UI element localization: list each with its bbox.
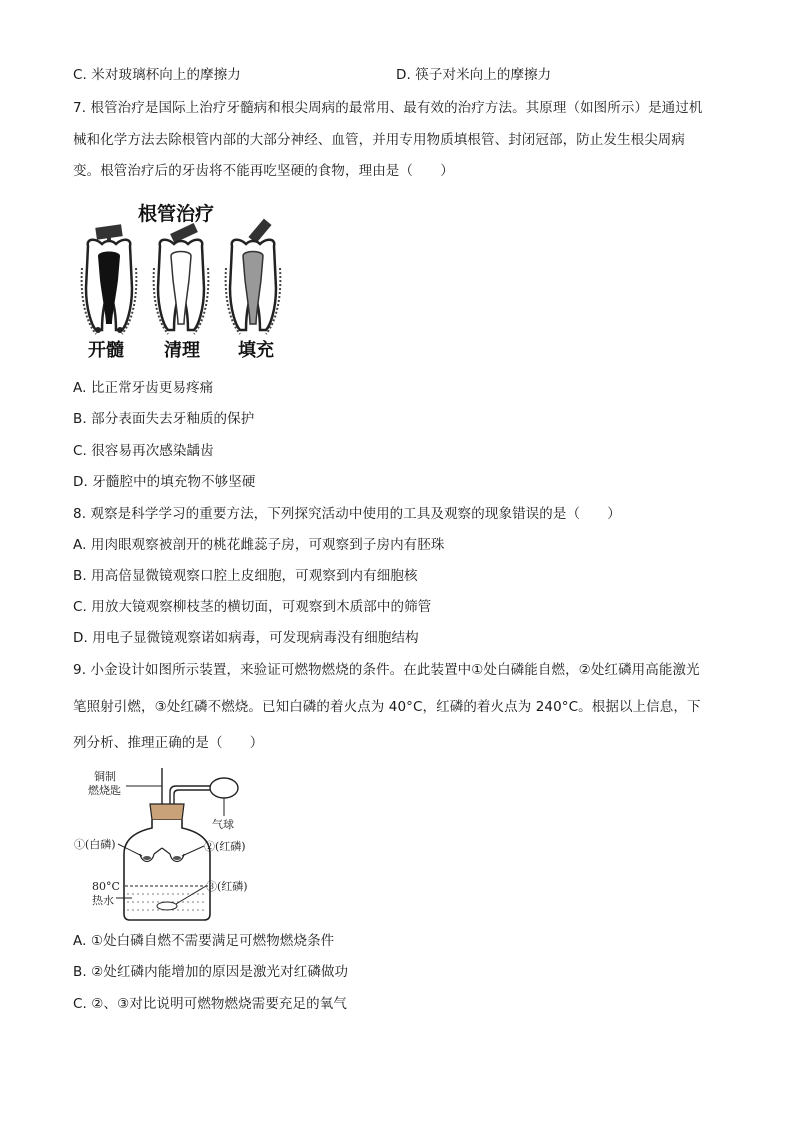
root-canal-figure xyxy=(76,198,292,362)
q9-option-b: B. ②处红磷内能增加的原因是激光对红磷做功 xyxy=(73,964,349,980)
label-balloon: 气球 xyxy=(212,818,234,831)
q7-option-d: D. 牙髓腔中的填充物不够坚硬 xyxy=(73,474,256,490)
q9-option-c: C. ②、③对比说明可燃物燃烧需要充足的氧气 xyxy=(73,996,347,1012)
q9-stem-line-2: 笔照射引燃，③处红磷不燃烧。已知白磷的着火点为 40°C，红磷的着火点为 240°C。根据以上信息，下 xyxy=(73,699,701,715)
stage-label-clean: 清理 xyxy=(164,340,200,361)
tooth-open-pulp xyxy=(82,224,137,334)
q8-stem: 8. 观察是科学学习的重要方法，下列探究活动中使用的工具及观察的现象错误的是（ ） xyxy=(73,506,621,522)
q7-option-a: A. 比正常牙齿更易疼痛 xyxy=(73,380,214,396)
q7-stem-line-1: 7. 根管治疗是国际上治疗牙髓病和根尖周病的最常用、最有效的治疗方法。其原理（如图所示）是通过机 xyxy=(73,100,703,116)
q8-option-a: A. 用肉眼观察被剖开的桃花雌蕊子房，可观察到子房内有胚珠 xyxy=(73,537,445,553)
q6-option-d: D. 筷子对米向上的摩擦力 xyxy=(396,67,552,83)
q9-stem-line-1: 9. 小金设计如图所示装置，来验证可燃物燃烧的条件。在此装置中①处白磷能自燃，②处红磷用高能激光 xyxy=(73,662,700,678)
label-80c: 80°C xyxy=(92,880,120,893)
q9-option-a: A. ①处白磷自燃不需要满足可燃物燃烧条件 xyxy=(73,933,335,949)
tooth-clean xyxy=(154,223,209,334)
q6-option-c: C. 米对玻璃杯向上的摩擦力 xyxy=(73,67,241,83)
label-copper-spoon-2: 燃烧匙 xyxy=(88,784,121,797)
label-copper-spoon-1: 铜制 xyxy=(94,770,116,783)
stage-label-fill: 填充 xyxy=(238,340,274,361)
q8-option-b: B. 用高倍显微镜观察口腔上皮细胞，可观察到内有细胞核 xyxy=(73,568,418,584)
stopper xyxy=(150,804,184,820)
q7-option-c: C. 很容易再次感染龋齿 xyxy=(73,443,214,459)
q8-option-c: C. 用放大镜观察柳枝茎的横切面，可观察到木质部中的筛管 xyxy=(73,599,432,615)
stage-label-open: 开髓 xyxy=(88,340,124,361)
q7-stem-line-2: 械和化学方法去除根管内部的大部分神经、血管，并用专用物质填根管、封闭冠部，防止发生根尖周病 xyxy=(73,132,685,148)
combustion-apparatus-figure xyxy=(72,766,272,924)
q9-stem-line-3: 列分析、推理正确的是（ ） xyxy=(73,735,264,751)
q8-option-d: D. 用电子显微镜观察诺如病毒，可发现病毒没有细胞结构 xyxy=(73,630,419,646)
tooth-fill xyxy=(226,219,281,334)
label-white-phosphorus: ①(白磷) xyxy=(74,838,116,851)
root-canal-figure-title: 根管治疗 xyxy=(138,203,215,225)
label-red-phosphorus-3: ③(红磷) xyxy=(206,880,248,893)
q7-stem-line-3: 变。根管治疗后的牙齿将不能再吃坚硬的食物，理由是（ ） xyxy=(73,163,454,179)
label-hot-water: 热水 xyxy=(92,894,114,907)
q7-option-b: B. 部分表面失去牙釉质的保护 xyxy=(73,411,255,427)
balloon xyxy=(210,778,238,798)
label-red-phosphorus-2: ②(红磷) xyxy=(204,840,246,853)
